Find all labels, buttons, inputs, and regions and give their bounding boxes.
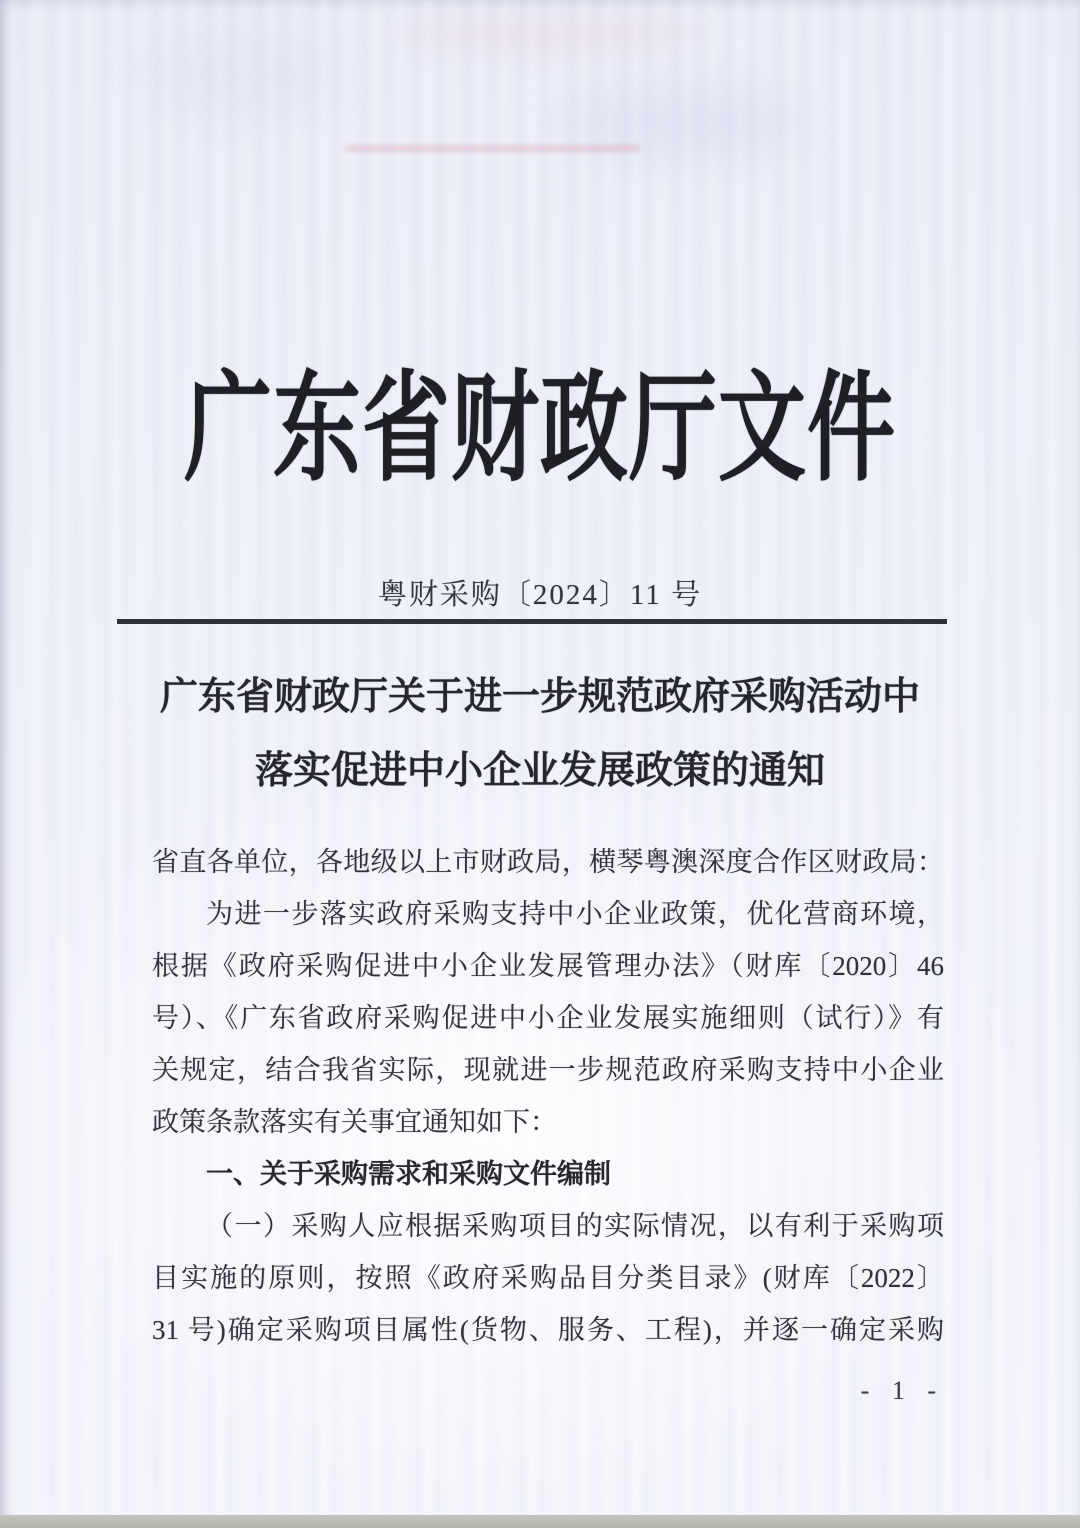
header-divider-rule [117, 619, 947, 624]
document-title-line-1: 广东省财政厅关于进一步规范政府采购活动中 [159, 676, 920, 718]
section-heading: 一、关于采购需求和采购文件编制 [206, 1159, 611, 1189]
body-line: （一）采购人应根据采购项目的实际情况，以有利于采购项 [206, 1211, 944, 1241]
document-title [0, 660, 1080, 808]
agency-header-title: 广东省财政厅文件 [183, 365, 896, 497]
document-body [152, 836, 944, 1356]
body-line: 号）、《广东省政府采购促进中小企业发展实施细则（试行）》有 [152, 1003, 944, 1033]
page-number: - 1 - [860, 1376, 940, 1405]
ink-bleedthrough-haze [400, 14, 700, 54]
document-title-line-2: 落实促进中小企业发展政策的通知 [254, 750, 825, 792]
salutation-line: 省直各单位，各地级以上市财政局，横琴粤澳深度合作区财政局： [152, 847, 944, 877]
body-line: 关规定，结合我省实际，现就进一步规范政府采购支持中小企业 [152, 1055, 944, 1085]
document-number: 粤财采购〔2024〕11 号 [377, 579, 703, 611]
scanner-edge-band [0, 1515, 1080, 1528]
ink-bleedthrough-smudge [345, 145, 640, 152]
scan-noise-blob [560, 88, 800, 158]
body-line: 政策条款落实有关事宜通知如下： [152, 1107, 557, 1137]
body-line: 为进一步落实政府采购支持中小企业政策，优化营商环境， [206, 899, 944, 929]
body-line: 目实施的原则，按照《政府采购品目分类目录》(财库〔2022〕 [152, 1263, 944, 1293]
body-line: 31 号)确定采购项目属性(货物、服务、工程)，并逐一确定采购 [152, 1315, 944, 1345]
body-line: 根据《政府采购促进中小企业发展管理办法》（财库〔2020〕46 [152, 951, 944, 981]
scan-noise-blob [150, 30, 330, 120]
